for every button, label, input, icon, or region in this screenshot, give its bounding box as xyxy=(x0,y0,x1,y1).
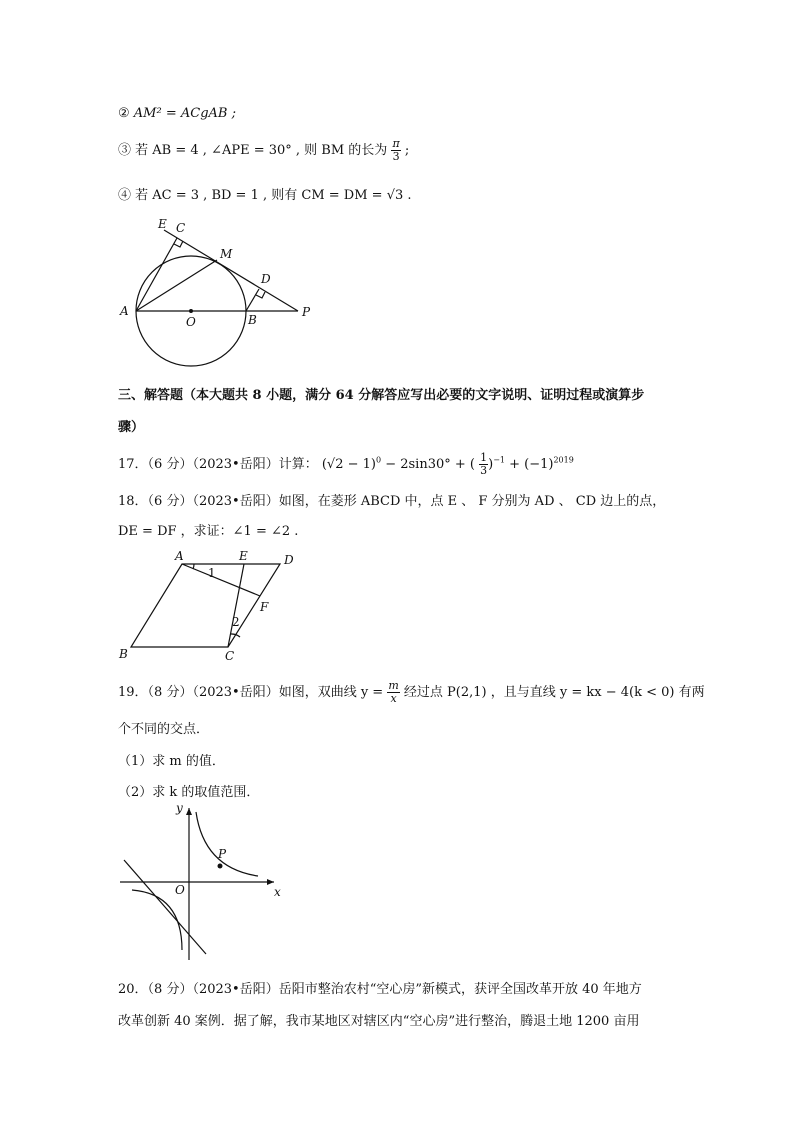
question-18: 18．（6 分）（2023•岳阳）如图，在菱形 ABCD 中，点 E 、 F 分别为 AD 、 CD 边上的点， xyxy=(118,494,666,509)
fraction-denominator: 3 xyxy=(392,150,400,163)
point-p xyxy=(218,864,223,869)
angle-mark-1 xyxy=(193,564,194,569)
x-axis-arrow xyxy=(267,879,274,885)
item-text-end: ; xyxy=(404,143,410,158)
expr-part: − 2sin30° + ( xyxy=(381,457,475,472)
center-dot-o xyxy=(189,309,193,313)
label-c: C xyxy=(225,649,235,663)
label-e: E xyxy=(239,549,248,563)
tangent-line-ep xyxy=(164,230,298,311)
label-m: M xyxy=(220,247,233,261)
label-a: A xyxy=(120,304,129,318)
y-axis-arrow xyxy=(186,808,192,815)
item-number: ④ xyxy=(118,188,132,203)
item-text: 若 AB = 4 , ∠APE = 30° , 则 BM 的长为 xyxy=(135,143,388,158)
hyperbola-branch-1 xyxy=(196,812,258,876)
label-p: P xyxy=(218,847,227,861)
fraction-denominator: x xyxy=(390,692,397,705)
fraction xyxy=(391,138,400,163)
rhombus-figure xyxy=(114,546,314,664)
fraction xyxy=(479,452,488,477)
label-p: P xyxy=(302,305,311,319)
circle-tangent-figure xyxy=(110,212,320,372)
fraction-numerator: π xyxy=(392,137,400,150)
expr-part: (√2 − 1) xyxy=(321,457,376,472)
label-y: y xyxy=(176,801,183,815)
fraction-denominator: 3 xyxy=(480,464,488,477)
segment-bd xyxy=(246,289,259,311)
segment-am xyxy=(136,260,217,311)
question-19-sub-1: （1）求 m 的值． xyxy=(118,754,225,769)
label-x: x xyxy=(274,885,281,899)
question-18-cont: DE = DF ，求证：∠1 = ∠2 . xyxy=(118,524,299,539)
section-heading-cont: 骤） xyxy=(118,420,145,435)
label-d: D xyxy=(284,553,294,567)
question-17 xyxy=(118,452,574,477)
item-text: 若 AC = 3 , BD = 1 , 则有 CM = DM = √3 . xyxy=(135,188,412,203)
label-o: O xyxy=(175,883,185,897)
label-d: D xyxy=(261,272,271,286)
fraction-numerator: 1 xyxy=(480,451,488,464)
expr-part: + (−1) xyxy=(505,457,554,472)
rhombus-abcd xyxy=(131,564,280,647)
question-19 xyxy=(118,680,705,705)
exponent: 0 xyxy=(375,455,382,465)
item-number: ② xyxy=(118,106,130,121)
exponent: 2019 xyxy=(553,455,574,465)
hyperbola-branch-2 xyxy=(132,890,182,950)
label-c: C xyxy=(176,221,186,235)
question-19-cont: 个不同的交点． xyxy=(118,722,210,737)
hyperbola-figure xyxy=(112,798,292,968)
fraction-numerator: m xyxy=(388,679,399,692)
item-number: ③ xyxy=(118,143,132,158)
question-prefix: 17．（6 分）（2023•岳阳）计算： xyxy=(118,457,318,472)
label-b: B xyxy=(248,313,257,327)
label-e: E xyxy=(158,217,167,231)
question-text: 经过点 P(2,1) ，且与直线 y = kx − 4(k < 0) 有两 xyxy=(403,685,705,700)
label-o: O xyxy=(186,315,196,329)
label-a: A xyxy=(175,549,184,563)
label-angle-1: 1 xyxy=(208,566,216,580)
fraction xyxy=(387,680,399,705)
item-4 xyxy=(118,184,412,203)
label-b: B xyxy=(119,647,128,661)
segment-ac xyxy=(136,238,177,311)
question-19-sub-2: （2）求 k 的取值范围． xyxy=(118,785,260,800)
question-prefix: 19．（8 分）（2023•岳阳）如图，双曲线 y = xyxy=(118,685,384,700)
label-f: F xyxy=(260,600,269,614)
expr-part: ) xyxy=(488,457,494,472)
section-heading: 三、解答题（本大题共 8 小题，满分 64 分解答应写出必要的文字说明、证明过程或演算步 xyxy=(118,388,645,403)
question-20: 20．（8 分）（2023•岳阳）岳阳市整治农村“空心房”新模式，获评全国改革开放 40 年地方 xyxy=(118,982,642,997)
item-2 xyxy=(118,106,236,121)
line-y-kx-4 xyxy=(124,860,206,954)
item-expression: AM² = ACgAB ; xyxy=(133,106,236,121)
item-3 xyxy=(118,138,409,163)
exponent: −1 xyxy=(493,455,505,465)
label-angle-2: 2 xyxy=(232,615,240,629)
question-20-cont: 改革创新 40 案例．据了解，我市某地区对辖区内“空心房”进行整治，腾退土地 1200 亩用 xyxy=(118,1014,640,1029)
